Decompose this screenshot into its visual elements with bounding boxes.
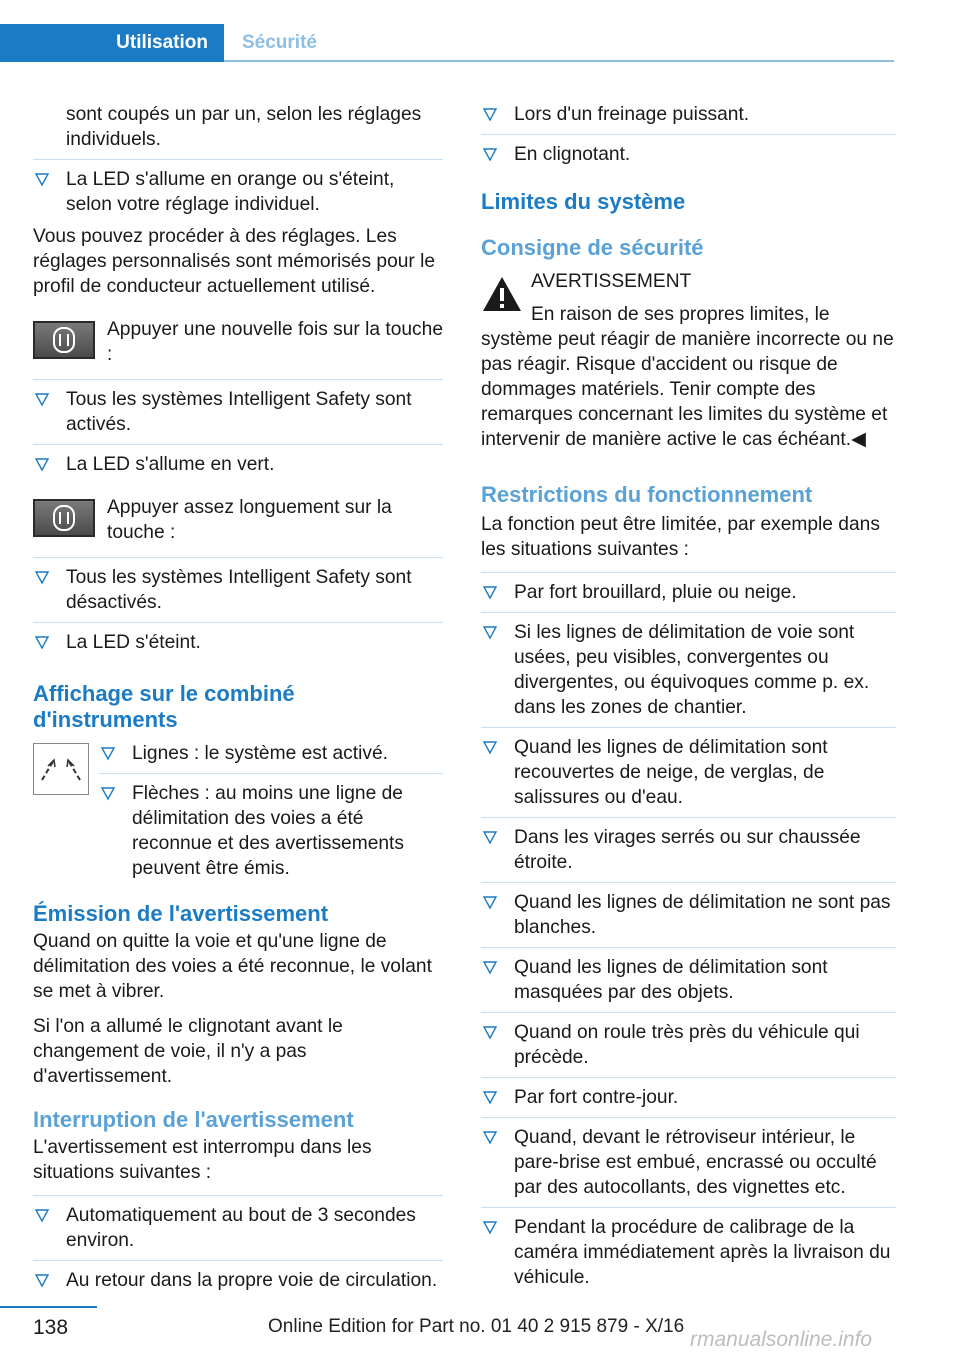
divider bbox=[33, 557, 443, 558]
footer-line bbox=[0, 1306, 97, 1308]
list-item-text: Dans les virages serrés ou sur chaussée étroite. bbox=[514, 827, 861, 873]
divider bbox=[481, 1207, 896, 1208]
bullet-triangle-icon bbox=[34, 1271, 50, 1291]
bullet-triangle-icon bbox=[482, 623, 498, 643]
bullet-triangle-icon bbox=[100, 784, 116, 804]
list-item bbox=[33, 452, 443, 477]
list-item bbox=[33, 1268, 443, 1293]
list-item bbox=[33, 565, 443, 615]
list-item-text: Quand les lignes de délimitation sont recouvertes de neige, de verglas, de salissures ou d'eau. bbox=[514, 737, 828, 808]
divider bbox=[481, 572, 896, 573]
list-item-text: Si les lignes de délimitation de voie sont usées, peu visibles, convergentes ou divergentes, ou équivoques comme p. ex. dans les zones de chantier. bbox=[514, 622, 870, 718]
bullet-triangle-icon bbox=[482, 893, 498, 913]
list-item-text: Au retour dans la propre voie de circulation. bbox=[66, 1270, 438, 1291]
list-item-text: Par fort brouillard, pluie ou neige. bbox=[514, 582, 797, 603]
divider bbox=[33, 379, 443, 380]
bullet-triangle-icon bbox=[482, 105, 498, 125]
paragraph: La fonction peut être limitée, par exemple dans les situations suivantes : bbox=[481, 514, 880, 560]
list-item-text: Flèches : au moins une ligne de délimitation des voies a été reconnue et des avertissements peuvent être émis. bbox=[132, 783, 404, 879]
divider bbox=[33, 444, 443, 445]
button-instruction-row bbox=[33, 495, 443, 547]
list-item-text: La LED s'éteint. bbox=[66, 632, 201, 653]
bullet-triangle-icon bbox=[482, 958, 498, 978]
lane-display-row bbox=[33, 741, 443, 881]
divider bbox=[33, 159, 443, 160]
paragraph: Quand on quitte la voie et qu'une ligne de délimitation des voies a été reconnue, le volant se met à vibrer. bbox=[33, 931, 432, 1002]
list-item-text: La LED s'allume en vert. bbox=[66, 454, 275, 475]
list-item-text: Lignes : le système est activé. bbox=[132, 743, 388, 764]
divider bbox=[481, 1077, 896, 1078]
instruction-text: Appuyer une nouvelle fois sur la touche : bbox=[107, 319, 443, 365]
list-item bbox=[481, 1085, 896, 1110]
list-item bbox=[99, 781, 443, 881]
divider bbox=[481, 882, 896, 883]
bullet-triangle-icon bbox=[34, 1206, 50, 1226]
subsection-heading: Restrictions du fonctionnement bbox=[481, 482, 813, 507]
list-item bbox=[33, 630, 443, 655]
header-divider bbox=[224, 60, 894, 62]
divider bbox=[481, 1012, 896, 1013]
safety-button-icon bbox=[33, 321, 95, 359]
list-item bbox=[481, 1020, 896, 1070]
list-item-text: En clignotant. bbox=[514, 144, 631, 165]
divider bbox=[481, 817, 896, 818]
list-item-text: Tous les systèmes Intelligent Safety sont activés. bbox=[66, 389, 412, 435]
left-column bbox=[33, 102, 443, 1300]
bullet-triangle-icon bbox=[100, 744, 116, 764]
restrictions-list bbox=[481, 572, 896, 1290]
section-heading: Affichage sur le combiné d'instruments bbox=[33, 681, 295, 732]
warning-triangle-icon bbox=[481, 275, 523, 313]
list-item-text: Quand les lignes de délimitation sont masquées par des objets. bbox=[514, 957, 828, 1003]
divider bbox=[481, 947, 896, 948]
bullet-triangle-icon bbox=[482, 1128, 498, 1148]
continued-text: sont coupés un par un, selon les réglages individuels. bbox=[66, 104, 422, 150]
section-heading: Émission de l'avertissement bbox=[33, 901, 329, 926]
edition-text: Online Edition for Part no. 01 40 2 915 879 - X/16 bbox=[268, 1316, 685, 1337]
divider bbox=[33, 1195, 443, 1196]
bullet-triangle-icon bbox=[34, 170, 50, 190]
header-bar bbox=[0, 24, 894, 62]
warning-text-content: En raison de ses propres limites, le système peut réagir de manière incorrecte ou ne pas réagir. Risque d'accident ou risque de dommages matériels. Tenir compte des remarques concernant les limites du système et intervenir de manière active le cas échéant.◀ bbox=[481, 304, 894, 450]
subsection-heading: Consigne de sécurité bbox=[481, 235, 704, 260]
warning-title: AVERTISSEMENT bbox=[531, 271, 692, 292]
bullet-triangle-icon bbox=[482, 828, 498, 848]
divider bbox=[33, 622, 443, 623]
right-column bbox=[481, 102, 896, 1297]
list-item-text: Automatiquement au bout de 3 secondes environ. bbox=[66, 1205, 416, 1251]
tab-utilisation[interactable]: Utilisation bbox=[0, 24, 224, 62]
bullet-triangle-icon bbox=[34, 633, 50, 653]
bullet-triangle-icon bbox=[34, 455, 50, 475]
paragraph: Si l'on a allumé le clignotant avant le changement de voie, il n'y a pas d'avertissement. bbox=[33, 1016, 343, 1087]
bullet-triangle-icon bbox=[482, 1023, 498, 1043]
safety-button-icon bbox=[33, 499, 95, 537]
list-item bbox=[481, 955, 896, 1005]
bullet-triangle-icon bbox=[34, 568, 50, 588]
list-item bbox=[481, 825, 896, 875]
list-item-text: La LED s'allume en orange ou s'éteint, selon votre réglage individuel. bbox=[66, 169, 395, 215]
list-item-text: Tous les systèmes Intelligent Safety sont désactivés. bbox=[66, 567, 412, 613]
list-item-text: Lors d'un freinage puissant. bbox=[514, 104, 750, 125]
list-item bbox=[481, 142, 896, 167]
list-item bbox=[33, 387, 443, 437]
section-heading: Limites du système bbox=[481, 189, 686, 214]
lane-markings-icon bbox=[33, 743, 89, 795]
subsection-heading: Interruption de l'avertissement bbox=[33, 1107, 354, 1132]
bullet-triangle-icon bbox=[482, 1218, 498, 1238]
divider bbox=[33, 1260, 443, 1261]
bullet-triangle-icon bbox=[34, 390, 50, 410]
warning-text bbox=[481, 302, 896, 452]
bullet-triangle-icon bbox=[482, 738, 498, 758]
list-item bbox=[33, 1203, 443, 1253]
list-item bbox=[481, 735, 896, 810]
divider bbox=[481, 727, 896, 728]
tab-securite[interactable]: Sécurité bbox=[242, 32, 317, 53]
list-item bbox=[481, 1125, 896, 1200]
divider bbox=[481, 134, 896, 135]
list-item bbox=[481, 580, 896, 605]
divider bbox=[481, 1117, 896, 1118]
page-number: 138 bbox=[33, 1316, 69, 1339]
list-item bbox=[481, 890, 896, 940]
watermark: rmanualsonline.info bbox=[690, 1328, 873, 1351]
list-item bbox=[481, 620, 896, 720]
paragraph: Vous pouvez procéder à des réglages. Les réglages personnalisés sont mémorisés pour le profil de conducteur actuellement utilisé. bbox=[33, 226, 436, 297]
list-item-text: Quand les lignes de délimitation ne sont pas blanches. bbox=[514, 892, 891, 938]
list-item bbox=[481, 102, 896, 127]
bullet-triangle-icon bbox=[482, 145, 498, 165]
list-item-text: Quand, devant le rétroviseur intérieur, le pare-brise est embué, encrassé ou occulté par des autocollants, des vignettes etc. bbox=[514, 1127, 877, 1198]
divider bbox=[99, 773, 443, 774]
list-item bbox=[481, 1215, 896, 1290]
button-instruction-row bbox=[33, 317, 443, 369]
list-item bbox=[99, 741, 443, 766]
instruction-text: Appuyer assez longuement sur la touche : bbox=[107, 497, 392, 543]
warning-block bbox=[481, 269, 896, 452]
bullet-triangle-icon bbox=[482, 1088, 498, 1108]
list-item-text: Par fort contre-jour. bbox=[514, 1087, 679, 1108]
list-item bbox=[33, 167, 443, 217]
list-item-text: Quand on roule très près du véhicule qui précède. bbox=[514, 1022, 860, 1068]
paragraph: L'avertissement est interrompu dans les situations suivantes : bbox=[33, 1137, 372, 1183]
divider bbox=[481, 612, 896, 613]
bullet-triangle-icon bbox=[482, 583, 498, 603]
list-item-text: Pendant la procédure de calibrage de la caméra immédiatement après la livraison du véhicule. bbox=[514, 1217, 891, 1288]
